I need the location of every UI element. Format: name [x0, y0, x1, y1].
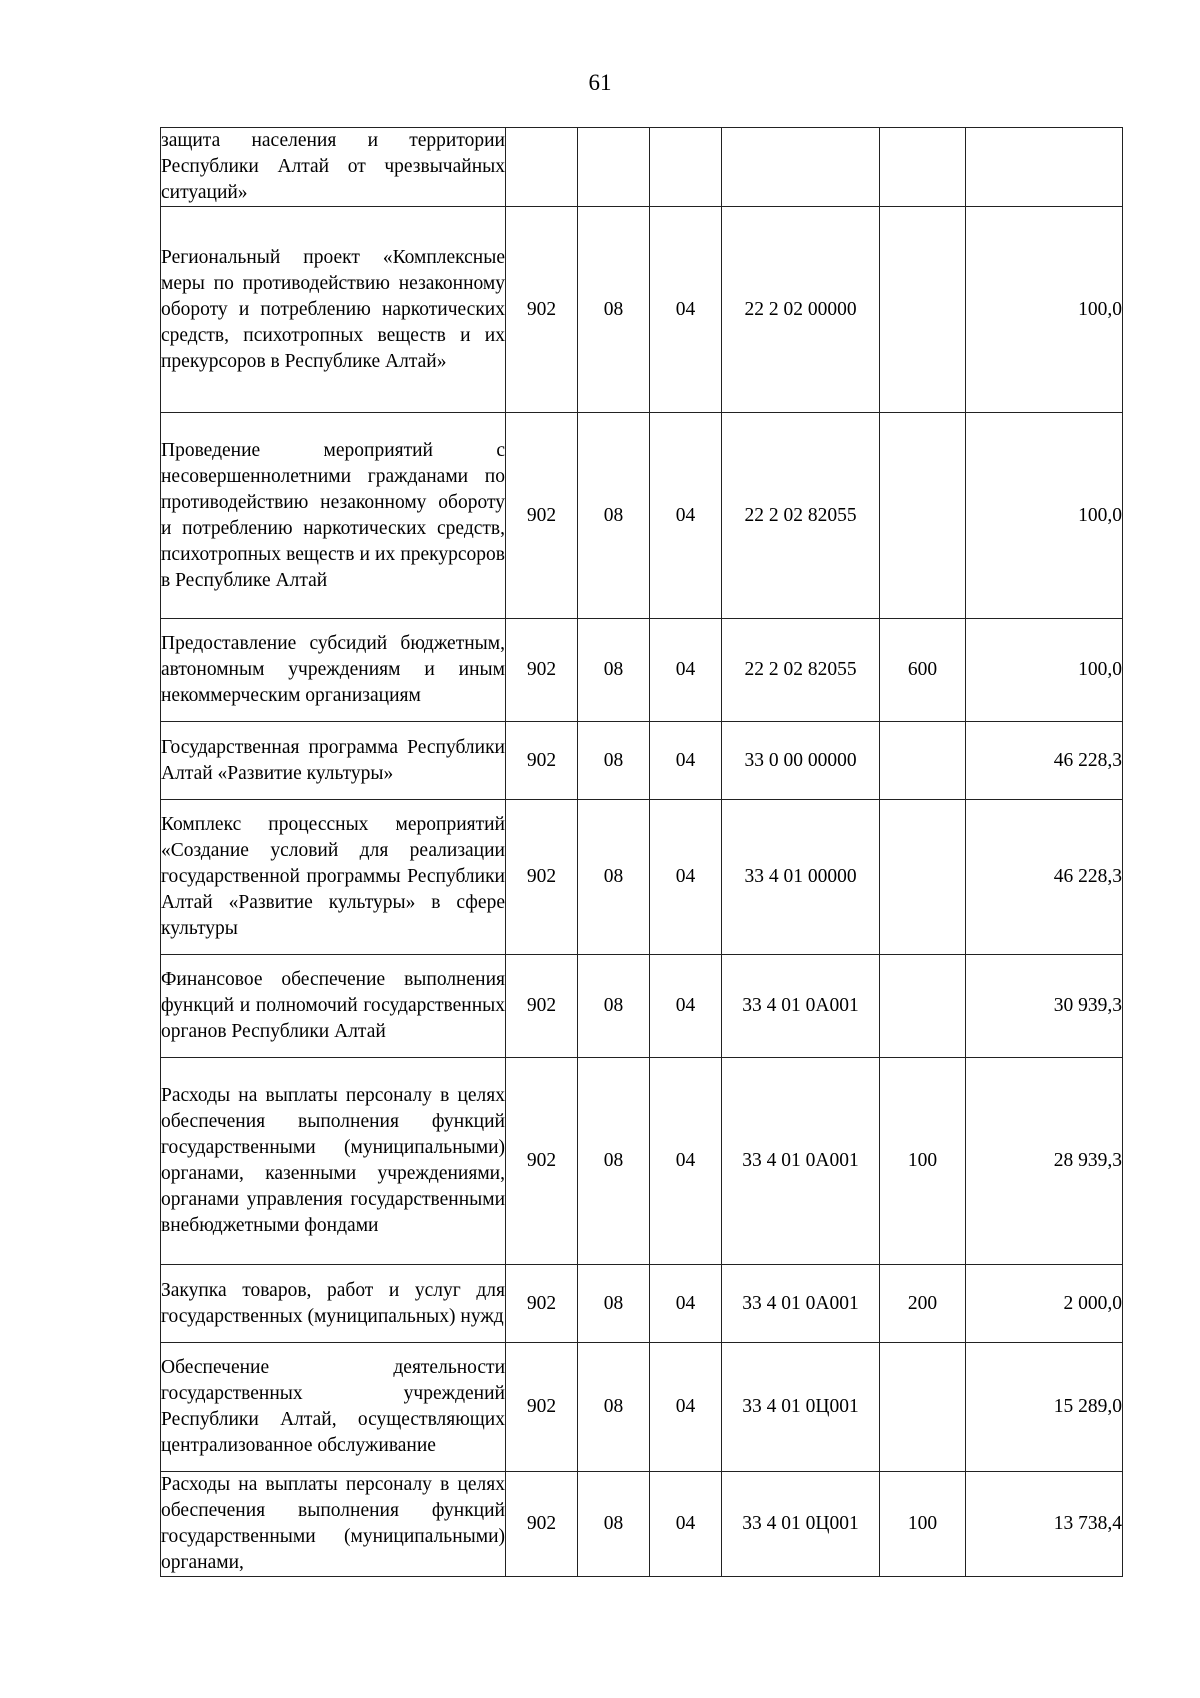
cell-pr: 04	[650, 1265, 722, 1343]
cell-glava	[506, 128, 578, 207]
cell-pr: 04	[650, 413, 722, 619]
cell-rz	[578, 128, 650, 207]
cell-vr	[880, 800, 966, 955]
cell-pr: 04	[650, 207, 722, 413]
cell-vr	[880, 128, 966, 207]
table-row	[161, 955, 1123, 1058]
row-name: Расходы на выплаты персоналу в целях обеспечения выполнения функций государственными (муниципальными) органами,	[161, 1472, 506, 1577]
cell-sum: 15 289,0	[966, 1343, 1123, 1472]
table-row	[161, 128, 1123, 207]
table-row	[161, 1058, 1123, 1265]
cell-glava: 902	[506, 722, 578, 800]
table-row	[161, 413, 1123, 619]
row-name: Проведение мероприятий с несовершеннолетними гражданами по противодействию незаконному обороту и потреблению наркотических средств, психотропных веществ и их прекурсоров в Республике Алтай	[161, 413, 506, 619]
cell-csr: 33 4 01 00000	[722, 800, 880, 955]
cell-glava: 902	[506, 800, 578, 955]
cell-pr	[650, 128, 722, 207]
cell-csr: 22 2 02 82055	[722, 413, 880, 619]
cell-csr: 33 4 01 0А001	[722, 1058, 880, 1265]
table-row	[161, 1343, 1123, 1472]
cell-pr: 04	[650, 1343, 722, 1472]
cell-vr	[880, 1343, 966, 1472]
row-name: Расходы на выплаты персоналу в целях обеспечения выполнения функций государственными (муниципальными) органами, казенными учреждениями, органами управления государственными внебюджетными фондами	[161, 1058, 506, 1265]
budget-table	[160, 127, 1123, 1577]
cell-csr	[722, 128, 880, 207]
row-name: Региональный проект «Комплексные меры по противодействию незаконному обороту и потреблению наркотических средств, психотропных веществ и их прекурсоров в Республике Алтай»	[161, 207, 506, 413]
row-name: защита населения и территории Республики Алтай от чрезвычайных ситуаций»	[161, 128, 506, 207]
cell-glava: 902	[506, 1472, 578, 1577]
cell-vr: 100	[880, 1472, 966, 1577]
table-row	[161, 207, 1123, 413]
cell-glava: 902	[506, 1265, 578, 1343]
cell-sum	[966, 128, 1123, 207]
cell-vr	[880, 722, 966, 800]
cell-csr: 33 4 01 0А001	[722, 1265, 880, 1343]
cell-pr: 04	[650, 1472, 722, 1577]
cell-pr: 04	[650, 800, 722, 955]
cell-sum: 46 228,3	[966, 800, 1123, 955]
row-name: Финансовое обеспечение выполнения функций и полномочий государственных органов Республики Алтай	[161, 955, 506, 1058]
cell-rz: 08	[578, 955, 650, 1058]
table-row	[161, 1265, 1123, 1343]
cell-glava: 902	[506, 1058, 578, 1265]
table-row	[161, 800, 1123, 955]
budget-table-body	[161, 128, 1123, 1577]
cell-rz: 08	[578, 800, 650, 955]
cell-vr	[880, 413, 966, 619]
cell-rz: 08	[578, 413, 650, 619]
cell-vr: 600	[880, 619, 966, 722]
cell-csr: 22 2 02 00000	[722, 207, 880, 413]
cell-sum: 100,0	[966, 207, 1123, 413]
cell-glava: 902	[506, 619, 578, 722]
row-name: Предоставление субсидий бюджетным, автономным учреждениям и иным некоммерческим организациям	[161, 619, 506, 722]
cell-sum: 46 228,3	[966, 722, 1123, 800]
row-name: Закупка товаров, работ и услуг для государственных (муниципальных) нужд	[161, 1265, 506, 1343]
cell-csr: 33 0 00 00000	[722, 722, 880, 800]
table-row	[161, 722, 1123, 800]
table-row	[161, 619, 1123, 722]
cell-sum: 100,0	[966, 413, 1123, 619]
cell-glava: 902	[506, 955, 578, 1058]
cell-pr: 04	[650, 1058, 722, 1265]
cell-rz: 08	[578, 1058, 650, 1265]
cell-vr: 100	[880, 1058, 966, 1265]
cell-sum: 2 000,0	[966, 1265, 1123, 1343]
cell-vr	[880, 207, 966, 413]
cell-rz: 08	[578, 1265, 650, 1343]
cell-pr: 04	[650, 619, 722, 722]
cell-glava: 902	[506, 207, 578, 413]
cell-rz: 08	[578, 722, 650, 800]
cell-csr: 33 4 01 0Ц001	[722, 1343, 880, 1472]
cell-glava: 902	[506, 413, 578, 619]
cell-pr: 04	[650, 955, 722, 1058]
cell-pr: 04	[650, 722, 722, 800]
cell-csr: 33 4 01 0Ц001	[722, 1472, 880, 1577]
cell-csr: 22 2 02 82055	[722, 619, 880, 722]
cell-glava: 902	[506, 1343, 578, 1472]
row-name: Государственная программа Республики Алтай «Развитие культуры»	[161, 722, 506, 800]
row-name: Комплекс процессных мероприятий «Создание условий для реализации государственной программы Республики Алтай «Развитие культуры» в сфере культуры	[161, 800, 506, 955]
cell-vr	[880, 955, 966, 1058]
cell-vr: 200	[880, 1265, 966, 1343]
cell-rz: 08	[578, 1343, 650, 1472]
cell-rz: 08	[578, 207, 650, 413]
cell-csr: 33 4 01 0А001	[722, 955, 880, 1058]
cell-sum: 100,0	[966, 619, 1123, 722]
cell-rz: 08	[578, 1472, 650, 1577]
table-row	[161, 1472, 1123, 1577]
row-name: Обеспечение деятельности государственных учреждений Республики Алтай, осуществляющих централизованное обслуживание	[161, 1343, 506, 1472]
cell-sum: 13 738,4	[966, 1472, 1123, 1577]
page-number: 61	[588, 70, 612, 95]
cell-sum: 30 939,3	[966, 955, 1123, 1058]
cell-sum: 28 939,3	[966, 1058, 1123, 1265]
cell-rz: 08	[578, 619, 650, 722]
